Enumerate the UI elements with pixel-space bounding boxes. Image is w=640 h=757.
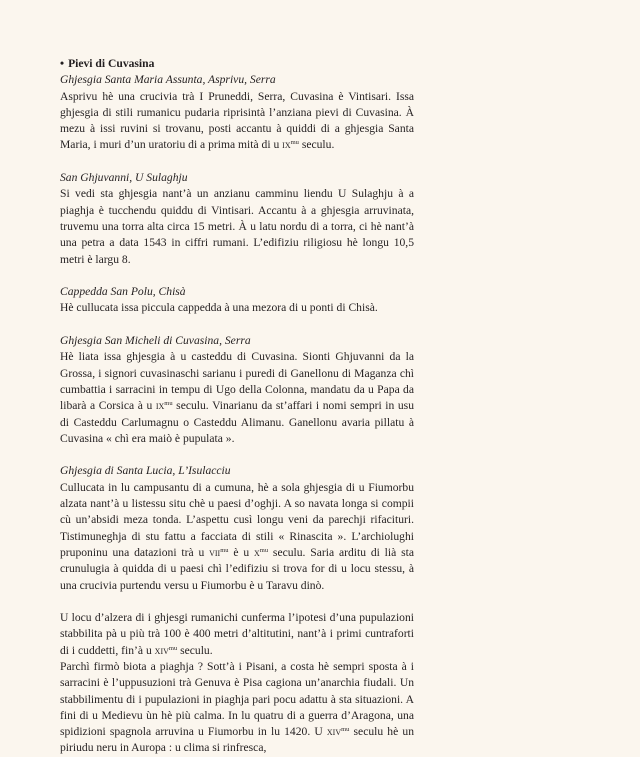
paragraph: U locu d’alzera di i ghjesgi rumanichi cunferma l’ipotesi d’una pupulazioni stabbilita pà u più trà 100 è 400 metri d’altitutini, nant’à i primi cuntraforti di i cuddetti, fin’à u xiv$^{mu}$ seculu. xyxy=(60,611,414,657)
subtitle: Ghjesgia San Micheli di Cuvasina, Serra xyxy=(60,334,251,348)
subtitle: San Ghjuvanni, U Sulaghju xyxy=(60,171,188,185)
paragraph: Cullucata in lu campusantu di a cumuna, hè a sola ghjesgia di u Fiumorbu alzata nant’à u listessu situ chè u paesi d’oghji. A so navata longa si compii cù un’absidi meza tonda. L’aspettu cusì longu veni da parechji rifacituri. Tistimuneghja di stu fattu a facciata di stili « Rinascita ». L’archiolughi pruponinu una datazioni trà u vii$^{mu}$ è u $x^{mu}$ seculu. Saria arditu di lià sta crunulugia à quidda di u paesi chì l’edifiziu si trova for di u locu stessu, à una crucivia purtendu versu u Fiumorbu è u Taravu dinò. xyxy=(60,480,414,592)
paragraph: Asprivu hè una crucivia trà I Pruneddi, Serra, Cuvasina è Vintisari. Issa ghjesgia di stili rumanicu pudaria riprisintà l’anziana pievi di Cuvasina. À mezu à issi ruvini si trovanu, posti accantu à quiddi di a ghjesgia Santa Maria, i muri d’un uratoriu di a prima mità di u $ix^{mu}$ seculu. xyxy=(60,89,414,152)
paragraph: Hè liata issa ghjesgia à u casteddu di Cuvasina. Sionti Ghjuvanni da la Grossa, i signori cuvasinaschi sarianu i puredi di Ganellonu di Maganza chì cumbattia i sarracini in tempu di Ugo della Colonna, mandatu da u Papa da libarà a Corsica à u $ix^{mu}$ seculu. Vinarianu da st’affari i nomi sempri in usu di Casteddu Carlumagnu o Casteddu Alimanu. Ganellonu avaria pillatu à Cuvasina « chì era maiò è pupulata ». xyxy=(60,350,414,445)
paragraph: Hè cullucata issa piccula cappedda à una mezora di u ponti di Chisà. xyxy=(60,301,378,315)
section-heading xyxy=(60,56,414,72)
heading-title: Pievi di Cuvasina xyxy=(68,57,155,70)
subtitle: Ghjesgia di Santa Lucia, L’Isulacciu xyxy=(60,464,231,478)
section-santa-maria xyxy=(60,72,414,153)
paragraph: Si vedi sta ghjesgia nant’à un anzianu camminu liendu U Sulaghju à a piaghja è tucchendu quiddu di Vintisari. Accantu à a ghjesgia arruvinata, truvemu una torra alta circa 15 metri. À u latu nordu di a torra, ci hè nant’à una petra a data 1543 in ciffri rumani. L’edifiziu riligiosu hè longu 10,5 metri è largu 8. xyxy=(60,187,414,266)
bullet-icon: • xyxy=(60,57,65,70)
closing-section xyxy=(60,610,414,757)
section-san-ghjuvanni xyxy=(60,170,414,268)
document-page xyxy=(60,56,414,757)
section-san-micheli xyxy=(60,333,414,447)
subtitle: Ghjesgia Santa Maria Assunta, Asprivu, Serra xyxy=(60,73,276,87)
subtitle: Cappedda San Polu, Chisà xyxy=(60,285,186,299)
section-san-polu xyxy=(60,284,414,317)
paragraph: Parchì firmò biota a piaghja ? Sott’à i Pisani, a costa hè sempri sposta à i sarracini è l’uppusuzioni trà Genuva è Pisa cagiona un’anarchia fiudali. Un stabbilimentu di i pupulazioni in piaghja pari pocu adattu à sta situazioni. A fini di u Medievu ùn hè più calma. In lu quatru di a guerra d’Aragona, una spidizioni spagnola arruvina u Fiumorbu in lu 1420. U xiv$^{mu}$ seculu hè un piriudu neru in Auropa : u clima si rinfresca, xyxy=(60,659,414,755)
section-santa-lucia xyxy=(60,463,414,593)
